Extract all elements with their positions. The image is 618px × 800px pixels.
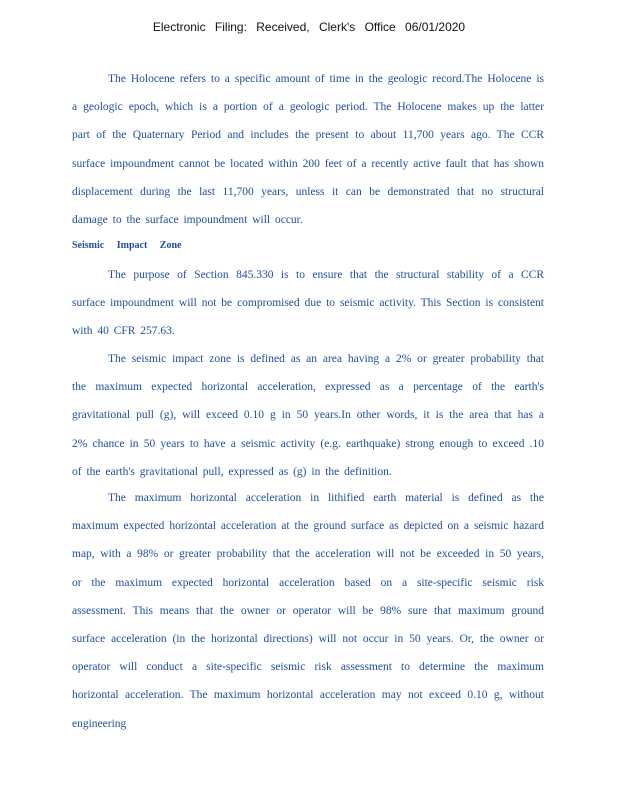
paragraph-holocene-text: The Holocene refers to a specific amount of time in the geologic record.The Holocene is a geologic epoch, which is a portion of a geologic period. The Holocene makes up the latter part of the Quaternary Period and includes the present to about 11,700 years ago. The CCR surface impoundment cannot be located within 200 feet of a recently active fault that has shown displacement during the last 11,700 years, unless it can be demonstrated that no structural damage to the surface impoundment will occur.	[72, 73, 544, 227]
paragraph-seismic-zone-definition	[72, 345, 544, 486]
section-heading-seismic-impact-zone: Seismic Impact Zone	[72, 240, 182, 251]
paragraph-purpose-text: The purpose of Section 845.330 is to ensure that the structural stability of a CCR surface impoundment will not be compromised due to seismic activity. This Section is consistent with 40 CFR 257.63.	[72, 269, 544, 338]
paragraph-seismic-zone-definition-text: The seismic impact zone is defined as an area having a 2% or greater probability that the maximum expected horizontal acceleration, expressed as a percentage of the earth's gravitational pull (g), will exceed 0.10 g in 50 years.In other words, it is the area that has a 2% chance in 50 years to have a seismic activity (e.g. earthquake) strong enough to exceed .10 of the earth's gravitational pull, expressed as (g) in the definition.	[72, 353, 544, 478]
paragraph-max-horizontal-acceleration	[72, 484, 544, 738]
paragraph-purpose	[72, 261, 544, 346]
paragraph-max-horizontal-acceleration-text: The maximum horizontal acceleration in lithified earth material is defined as the maximum expected horizontal acceleration at the ground surface as depicted on a seismic hazard map, with a 98% or greater probability that the acceleration will not be exceeded in 50 years, or the maximum expected horizontal acceleration based on a site-specific seismic risk assessment. This means that the owner or operator will be 98% sure that maximum ground surface acceleration (in the horizontal directions) will not occur in 50 years. Or, the owner or operator will conduct a site-specific seismic risk assessment to determine the maximum horizontal acceleration. The maximum horizontal acceleration may not exceed 0.10 g, without engineering	[72, 492, 544, 730]
filing-header: Electronic Filing: Received, Clerk's Office 06/01/2020	[152, 20, 466, 34]
paragraph-holocene	[72, 65, 544, 234]
